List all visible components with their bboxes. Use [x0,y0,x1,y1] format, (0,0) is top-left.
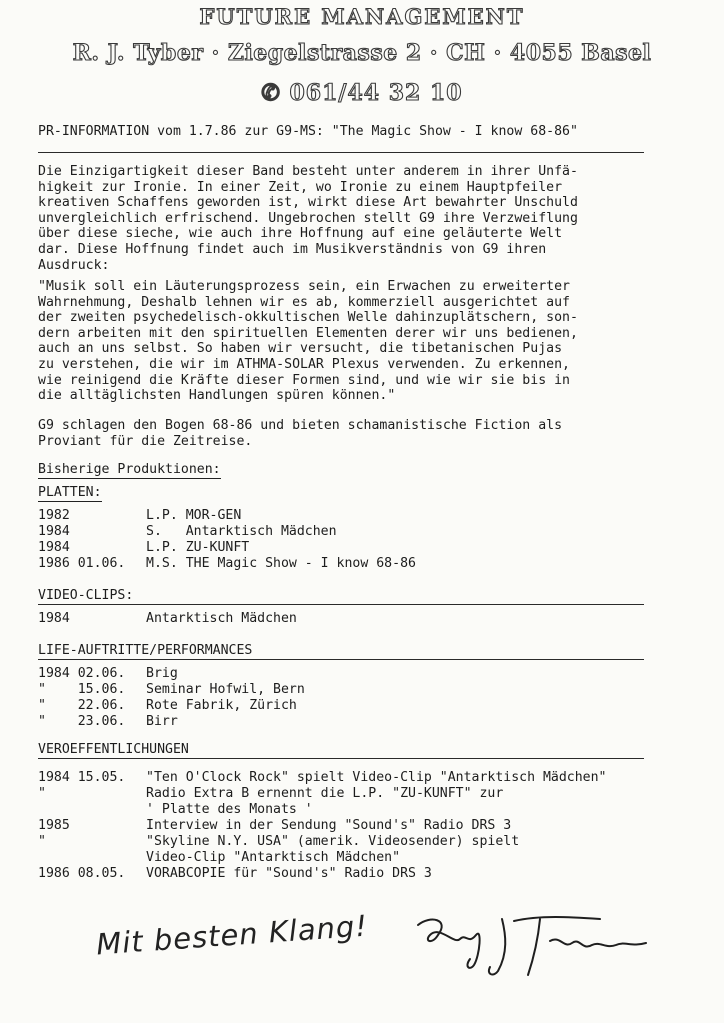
letterhead-phone: ✆ 061/44 32 10 [261,80,463,106]
live-date: " 22.06. [38,698,126,713]
platten-year: 1984 [38,540,70,555]
video-entry: Antarktisch Mädchen [146,611,297,626]
text-line: Wahrnehmung, Deshalb lehnen wir es ab, kommerziell ausgerichtet auf [38,294,570,310]
pub-date: " [38,786,46,801]
pub-text: Radio Extra B ernennt die L.P. "ZU-KUNFT" zur [146,786,504,801]
live-heading: LIFE-AUFTRITTE/PERFORMANCES [38,643,253,658]
letterhead-company: FUTURE MANAGEMENT [199,4,525,29]
divider [38,152,644,153]
text-line: wie reinigend die Kräfte dieser Formen sind, und wie wir sie bis in [38,372,570,388]
platten-year: 1982 [38,508,70,523]
platten-year: 1986 01.06. [38,556,126,571]
pub-text: VORABCOPIE für "Sound's" Radio DRS 3 [146,866,432,881]
platten-entry: S. Antarktisch Mädchen [146,524,337,539]
pub-text: Video-Clip "Antarktisch Mädchen" [146,850,401,865]
pub-text: "Ten O'Clock Rock" spielt Video-Clip "Antarktisch Mädchen" [146,770,607,785]
live-entry: Brig [146,666,178,681]
text-line: zu verstehen, die wir im ATHMA-SOLAR Plexus verwenden. Zu erkennen, [38,356,570,372]
text-line: kreativen Schaffens geworden ist, wirkt diese Art bewahrter Unschuld [38,195,578,211]
live-date: " 23.06. [38,714,126,729]
divider [38,659,644,660]
platten-entry: L.P. MOR-GEN [146,508,242,523]
pub-date: 1984 15.05. [38,770,126,785]
text-line: "Musik soll ein Läuterungsprozess sein, ein Erwachen zu erweiterter [38,279,570,294]
text-line: Proviant für die Zeitreise. [38,433,253,449]
text-line: der zweiten psychedelisch-okkultischen Welle dahinzuplätschern, son- [38,310,578,326]
text-line: Ausdruck: [38,257,110,273]
text-line: auch an uns selbst. So haben wir versucht, die tibetanischen Pujas [38,341,563,357]
live-date: " 15.06. [38,682,126,697]
text-line: Die Einzigartigkeit dieser Band besteht unter anderem in ihrer Unfä- [38,164,578,179]
platten-entry: M.S. THE Magic Show - I know 68-86 [146,556,416,571]
publications-heading: VEROEFFENTLICHUNGEN [38,742,189,757]
quote-paragraph [38,279,638,404]
closing-paragraph [38,418,638,449]
pub-text: ' Platte des Monats ' [146,802,313,817]
divider [38,604,644,605]
text-line: G9 schlagen den Bogen 68-86 und bieten schamanistische Fiction als [38,418,563,433]
platten-heading: PLATTEN: [38,485,102,500]
text-line: higkeit zur Ironie. In einer Zeit, wo Ironie zu einem Hauptpfeiler [38,179,563,195]
live-entry: Birr [146,714,178,729]
text-line: über diese sieche, wie auch ihre Hoffnung auf eine geläuterte Welt [38,226,563,242]
divider [38,758,644,759]
handwritten-closing: Mit besten Klang! [95,908,369,962]
live-entry: Rote Fabrik, Zürich [146,698,297,713]
pr-information-line: PR-INFORMATION vom 1.7.86 zur G9-MS: "The Magic Show - I know 68-86" [38,124,578,139]
platten-year: 1984 [38,524,70,539]
video-year: 1984 [38,611,70,626]
text-line: dar. Diese Hoffnung findet auch im Musikverständnis von G9 ihren [38,241,547,257]
video-heading: VIDEO-CLIPS: [38,588,134,603]
text-line: dern arbeiten mit den spirituellen Elementen derer wir uns bedienen, [38,325,578,341]
platten-entry: L.P. ZU-KUNFT [146,540,250,555]
pub-text: Interview in der Sendung "Sound's" Radio DRS 3 [146,818,512,833]
productions-heading: Bisherige Produktionen: [38,462,221,477]
text-line: unvergleichlich erfrischend. Ungebrochen stellt G9 ihre Verzweiflung [38,210,578,226]
signature-icon [410,905,660,985]
pub-date: " [38,834,46,849]
text-line: die alltäglichsten Handlungen spüren können." [38,388,396,404]
live-date: 1984 02.06. [38,666,126,681]
live-entry: Seminar Hofwil, Bern [146,682,305,697]
pub-date: 1986 08.05. [38,866,126,881]
intro-paragraph [38,164,638,273]
letterhead-address: R. J. Tyber · Ziegelstrasse 2 · CH · 4055 Basel [72,40,652,66]
pub-text: "Skyline N.Y. USA" (amerik. Videosender) spielt [146,834,520,849]
pub-date: 1985 [38,818,70,833]
